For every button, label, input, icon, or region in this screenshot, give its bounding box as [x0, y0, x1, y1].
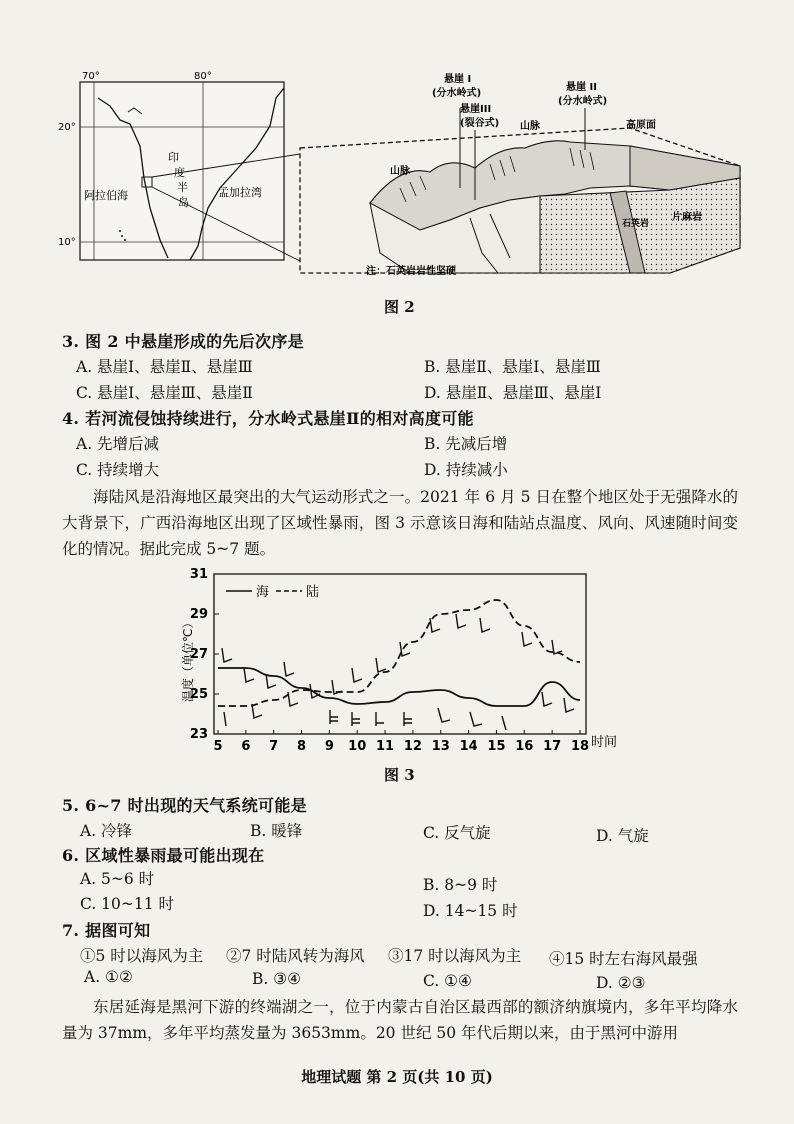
- q7-statement-3: ③17 时以海风为主: [388, 947, 522, 965]
- x-tick-label: 9: [324, 739, 334, 754]
- y-tick-label: 29: [189, 607, 208, 622]
- q7-statement-2: ②7 时陆风转为海风: [226, 947, 365, 965]
- cliff-3-type: (裂谷式): [460, 118, 500, 129]
- q4-stem: 4. 若河流侵蚀持续进行，分水岭式悬崖Ⅱ的相对高度可能: [62, 409, 474, 428]
- quartzite-label: 石英岩: [622, 219, 650, 229]
- x-tick-label: 12: [403, 739, 422, 754]
- x-axis-title: 时间: [591, 735, 618, 750]
- x-tick-label: 15: [487, 739, 506, 754]
- x-tick-label: 5: [213, 739, 223, 754]
- legend-land-label: 陆: [306, 585, 320, 600]
- lon-80-label: 80°: [194, 71, 212, 82]
- x-tick-label: 17: [543, 739, 562, 754]
- q4-option-b[interactable]: B. 先减后增: [424, 435, 508, 453]
- q7-option-d[interactable]: D. ②③: [596, 974, 646, 992]
- arabian-sea-label: 阿拉伯海: [84, 189, 128, 202]
- x-tick-label: 6: [241, 739, 251, 754]
- q6-option-b[interactable]: B. 8~9 时: [423, 876, 498, 894]
- legend-sea-label: 海: [256, 585, 270, 600]
- q7-option-b[interactable]: B. ③④: [252, 970, 302, 988]
- x-tick-label: 10: [348, 739, 367, 754]
- y-tick-label: 27: [189, 647, 208, 662]
- x-tick-label: 13: [431, 739, 450, 754]
- q3-stem: 3. 图 2 中悬崖形成的先后次序是: [62, 332, 304, 351]
- peninsula-char-3: 半: [177, 181, 188, 194]
- cliff-2-label: 悬崖 II: [566, 82, 597, 93]
- q3-option-c[interactable]: C. 悬崖Ⅰ、悬崖Ⅲ、悬崖Ⅱ: [76, 384, 253, 402]
- y-tick-label: 25: [189, 687, 208, 702]
- q6-stem: 6. 区域性暴雨最可能出现在: [62, 846, 265, 865]
- peninsula-char-2: 度: [174, 166, 185, 179]
- page-footer: 地理试题 第 2 页(共 10 页): [301, 1068, 493, 1086]
- mountain-label-left: 山脉: [390, 166, 410, 177]
- figure-2-caption: 图 2: [384, 298, 415, 316]
- q5-stem: 5. 6~7 时出现的天气系统可能是: [62, 796, 307, 815]
- peninsula-char-1: 印: [168, 151, 179, 164]
- q7-option-a[interactable]: A. ①②: [84, 968, 133, 986]
- figure-3-caption: 图 3: [384, 766, 415, 784]
- q5-option-c[interactable]: C. 反气旋: [423, 824, 491, 842]
- east-juyan-lake-passage: 东居延海是黑河下游的终端湖之一，位于内蒙古自治区最西部的额济纳旗境内，多年平均降水量为 37mm，多年平均蒸发量为 3653mm。20 世纪 50 年代后期以来，由于黑河中游用: [62, 998, 738, 1042]
- land-temperature-line: [218, 600, 580, 706]
- q4-option-c[interactable]: C. 持续增大: [76, 461, 160, 479]
- cliff-3-label: 悬崖III: [460, 104, 492, 115]
- sea-land-breeze-passage: 海陆风是沿海地区最突出的大气运动形式之一。2021 年 6 月 5 日在整个地区处于无强降水的大背景下，广西沿海地区出现了区域性暴雨，图 3 示意该日海和陆站点温度、风向、风速随时间变化的情况。据此完成 5~7 题。: [62, 488, 738, 558]
- q5-option-d[interactable]: D. 气旋: [596, 827, 649, 845]
- x-tick-label: 14: [459, 739, 478, 754]
- cliff-1-type: (分水岭式): [432, 88, 482, 99]
- q3-option-d[interactable]: D. 悬崖Ⅱ、悬崖Ⅲ、悬崖Ⅰ: [424, 384, 602, 402]
- cliff-1-label: 悬崖 I: [444, 74, 472, 85]
- q3-option-a[interactable]: A. 悬崖Ⅰ、悬崖Ⅱ、悬崖Ⅲ: [76, 358, 253, 376]
- q5-option-a[interactable]: A. 冷锋: [80, 822, 133, 840]
- figure-3-chart: [180, 562, 620, 762]
- q6-option-c[interactable]: C. 10~11 时: [80, 895, 175, 913]
- q6-option-d[interactable]: D. 14~15 时: [423, 902, 518, 920]
- y-tick-label: 31: [189, 567, 208, 582]
- figure-2-note: 注：石英岩岩性坚硬: [366, 266, 456, 277]
- wind-barbs: [222, 614, 574, 730]
- q4-option-d[interactable]: D. 持续减小: [424, 461, 508, 479]
- q4-option-a[interactable]: A. 先增后减: [76, 435, 160, 453]
- gneiss-label: 片麻岩: [672, 212, 702, 223]
- q5-option-b[interactable]: B. 暖锋: [250, 822, 303, 840]
- y-axis-title: 温度（单位℃）: [181, 616, 195, 702]
- lon-70-label: 70°: [82, 71, 100, 82]
- x-tick-label: 18: [570, 739, 590, 754]
- x-tick-label: 7: [269, 739, 279, 754]
- mountain-label-top: 山脉: [520, 121, 540, 132]
- y-tick-label: 23: [189, 727, 208, 742]
- q7-option-c[interactable]: C. ①④: [423, 972, 472, 990]
- q7-statement-4: ④15 时左右海风最强: [549, 950, 698, 968]
- peninsula-char-4: 岛: [178, 196, 189, 209]
- lat-20-label: 20°: [58, 122, 76, 133]
- q7-stem: 7. 据图可知: [62, 921, 151, 940]
- cliff-2-type: (分水岭式): [558, 96, 608, 107]
- plateau-label: 高原面: [626, 120, 656, 131]
- q6-option-a[interactable]: A. 5~6 时: [80, 870, 155, 888]
- figure-2: [58, 68, 760, 283]
- x-tick-label: 8: [297, 739, 307, 754]
- x-tick-label: 16: [515, 739, 534, 754]
- lat-10-label: 10°: [58, 237, 76, 248]
- bay-of-bengal-label: 孟加拉湾: [218, 186, 262, 199]
- x-tick-label: 11: [376, 739, 395, 754]
- q7-statement-1: ①5 时以海风为主: [80, 947, 204, 965]
- q3-option-b[interactable]: B. 悬崖Ⅱ、悬崖Ⅰ、悬崖Ⅲ: [424, 358, 601, 376]
